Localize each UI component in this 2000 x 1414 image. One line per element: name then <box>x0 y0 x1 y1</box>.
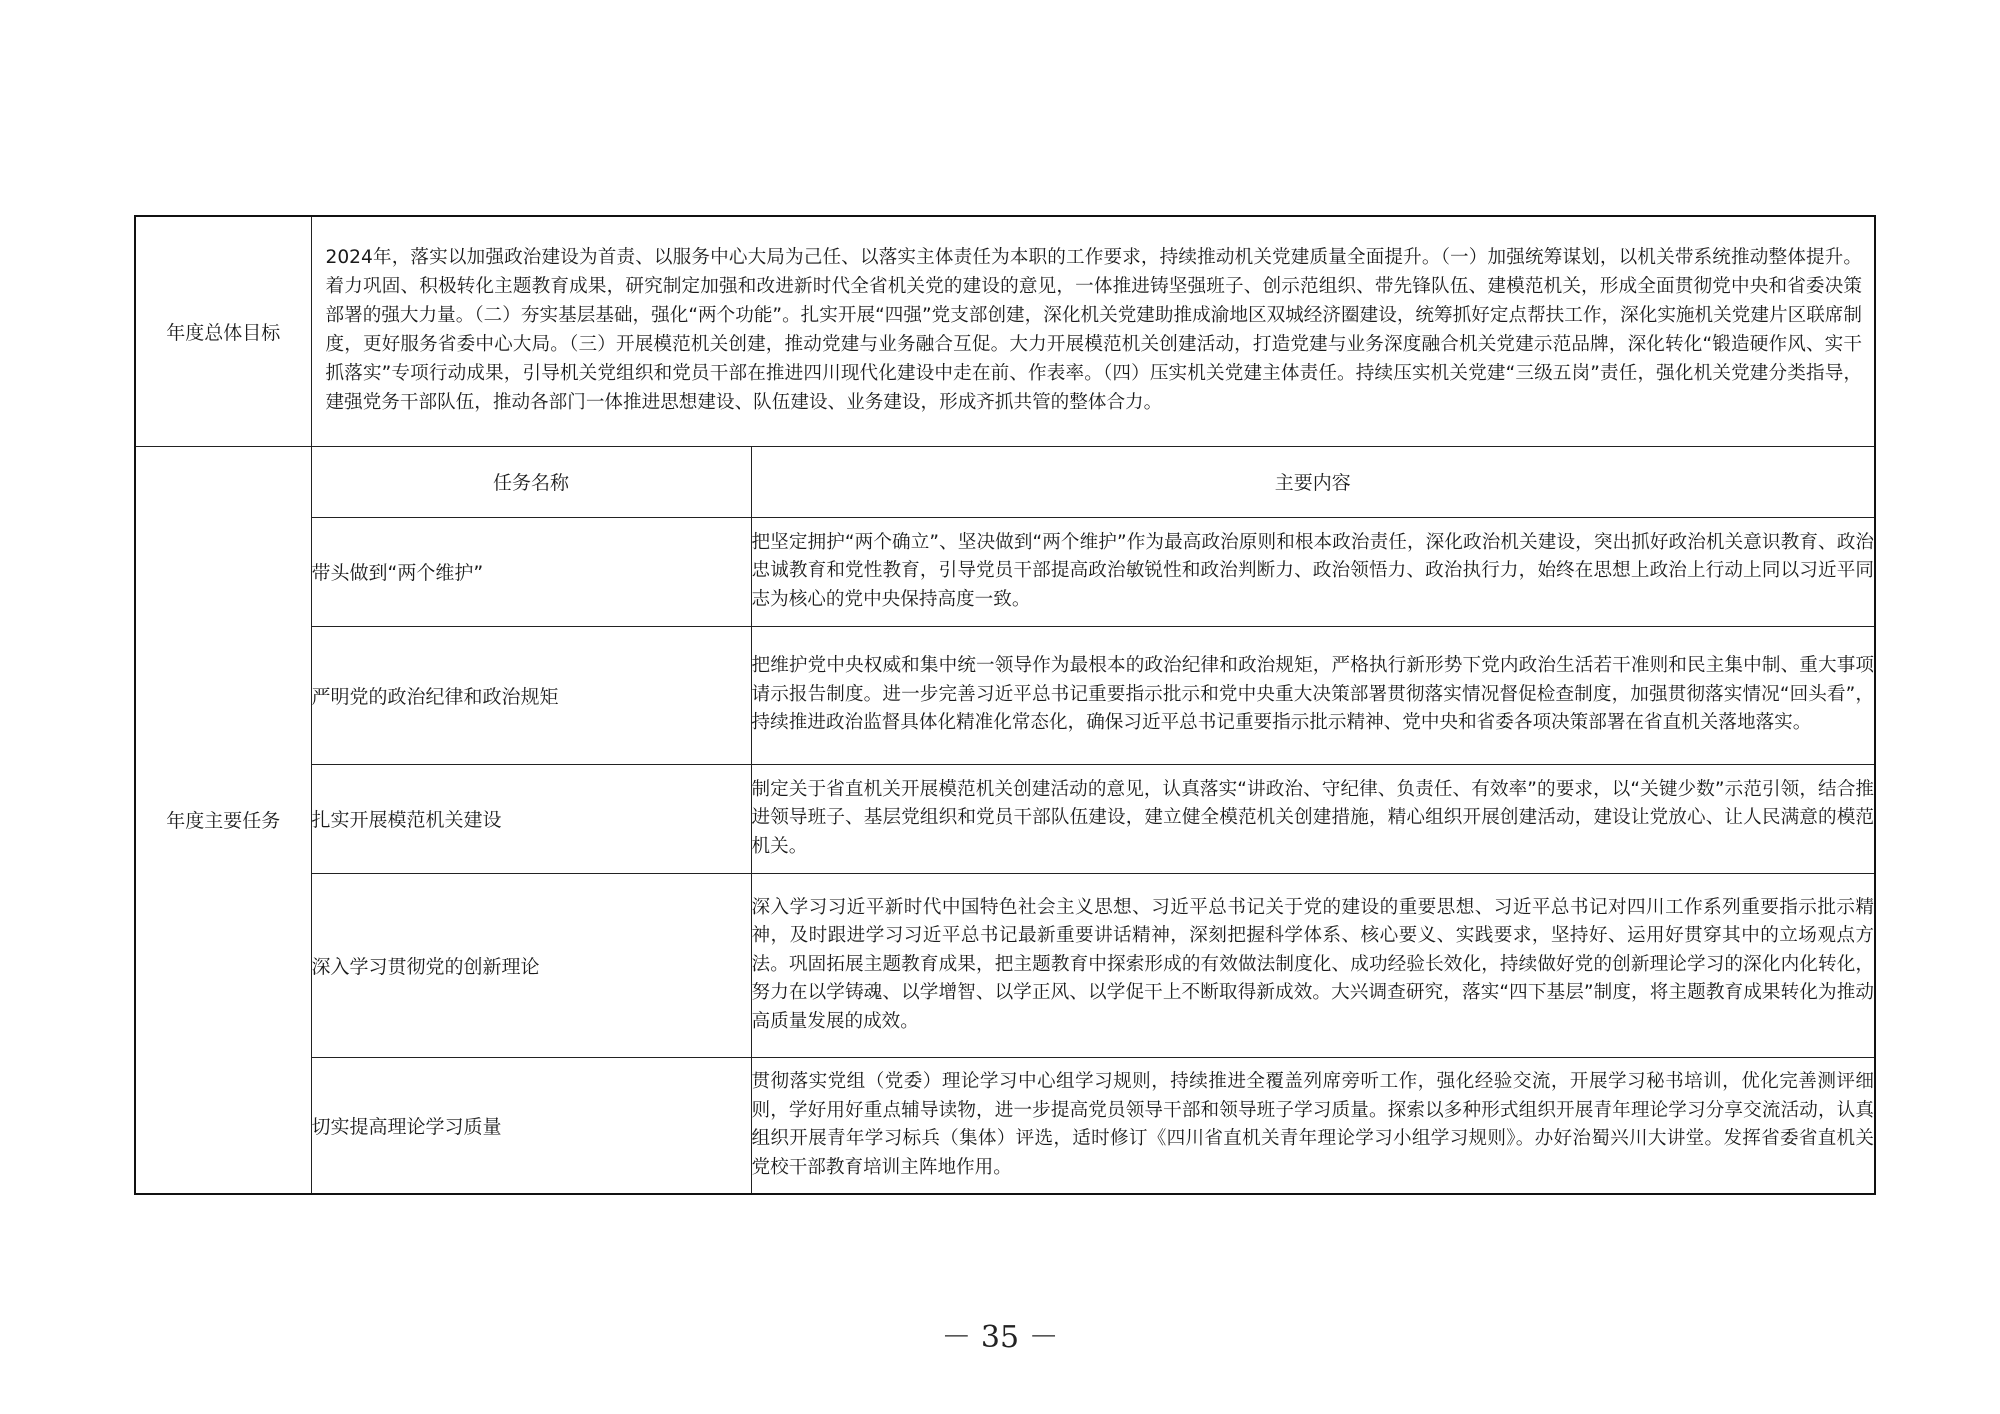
table-row <box>135 873 1875 1057</box>
header-main-content: 主要内容 <box>751 446 1875 517</box>
page-number: － 35 － <box>941 1320 1059 1355</box>
table-row <box>135 1057 1875 1194</box>
table-row <box>135 626 1875 764</box>
goal-label: 年度总体目标 <box>135 216 311 446</box>
task-table <box>134 215 1876 1195</box>
task-content: 把维护党中央权威和集中统一领导作为最根本的政治纪律和政治规矩，严格执行新形势下党内政治生活若干准则和民主集中制、重大事项请示报告制度。进一步完善习近平总书记重要指示批示和党中央重大决策部署贯彻落实情况督促检查制度，加强贯彻落实情况“回头看”，持续推进政治监督具体化精准化常态化，确保习近平总书记重要指示批示精神、党中央和省委各项决策部署在省直机关落地落实。 <box>751 626 1875 764</box>
table-row <box>135 517 1875 626</box>
task-name: 扎实开展模范机关建设 <box>311 764 751 873</box>
task-content: 贯彻落实党组（党委）理论学习中心组学习规则，持续推进全覆盖列席旁听工作，强化经验交流，开展学习秘书培训，优化完善测评细则，学好用好重点辅导读物，进一步提高党员领导干部和领导班子学习质量。探索以多种形式组织开展青年理论学习分享交流活动，认真组织开展青年学习标兵（集体）评选，适时修订《四川省直机关青年理论学习小组学习规则》。办好治蜀兴川大讲堂。发挥省委省直机关党校干部教育培训主阵地作用。 <box>751 1057 1875 1194</box>
task-content: 深入学习习近平新时代中国特色社会主义思想、习近平总书记关于党的建设的重要思想、习近平总书记对四川工作系列重要指示批示精神，及时跟进学习习近平总书记最新重要讲话精神，深刻把握科学体系、核心要义、实践要求，坚持好、运用好贯穿其中的立场观点方法。巩固拓展主题教育成果，把主题教育中探索形成的有效做法制度化、成功经验长效化，持续做好党的创新理论学习的深化内化转化，努力在以学铸魂、以学增智、以学正风、以学促干上不断取得新成效。大兴调查研究，落实“四下基层”制度，将主题教育成果转化为推动高质量发展的成效。 <box>751 873 1875 1057</box>
task-name: 深入学习贯彻党的创新理论 <box>311 873 751 1057</box>
goal-row <box>135 216 1875 446</box>
goal-text: 2024年，落实以加强政治建设为首责、以服务中心大局为己任、以落实主体责任为本职的工作要求，持续推动机关党建质量全面提升。（一）加强统筹谋划，以机关带系统推动整体提升。着力巩固、积极转化主题教育成果，研究制定加强和改进新时代全省机关党的建设的意见，一体推进铸坚强班子、创示范组织、带先锋队伍、建模范机关，形成全面贯彻党中央和省委决策部署的强大力量。（二）夯实基层基础，强化“两个功能”。扎实开展“四强”党支部创建，深化机关党建助推成渝地区双城经济圈建设，统筹抓好定点帮扶工作，深化实施机关党建片区联席制度，更好服务省委中心大局。（三）开展模范机关创建，推动党建与业务融合互促。大力开展模范机关创建活动，打造党建与业务深度融合机关党建示范品牌，深化转化“锻造硬作风、实干抓落实”专项行动成果，引导机关党组织和党员干部在推进四川现代化建设中走在前、作表率。（四）压实机关党建主体责任。持续压实机关党建“三级五岗”责任，强化机关党建分类指导，建强党务干部队伍，推动各部门一体推进思想建设、队伍建设、业务建设，形成齐抓共管的整体合力。 <box>325 247 1863 413</box>
table-row <box>135 764 1875 873</box>
header-task-name: 任务名称 <box>311 446 751 517</box>
task-name: 切实提高理论学习质量 <box>311 1057 751 1194</box>
task-content: 把坚定拥护“两个确立”、坚决做到“两个维护”作为最高政治原则和根本政治责任，深化政治机关建设，突出抓好政治机关意识教育、政治忠诚教育和党性教育，引导党员干部提高政治敏锐性和政治判断力、政治领悟力、政治执行力，始终在思想上政治上行动上同以习近平同志为核心的党中央保持高度一致。 <box>751 517 1875 626</box>
table-header-row <box>135 446 1875 517</box>
tasks-label: 年度主要任务 <box>135 446 311 1194</box>
task-name: 严明党的政治纪律和政治规矩 <box>311 626 751 764</box>
task-content: 制定关于省直机关开展模范机关创建活动的意见，认真落实“讲政治、守纪律、负责任、有效率”的要求，以“关键少数”示范引领，结合推进领导班子、基层党组织和党员干部队伍建设，建立健全模范机关创建措施，精心组织开展创建活动，建设让党放心、让人民满意的模范机关。 <box>751 764 1875 873</box>
task-name: 带头做到“两个维护” <box>311 517 751 626</box>
